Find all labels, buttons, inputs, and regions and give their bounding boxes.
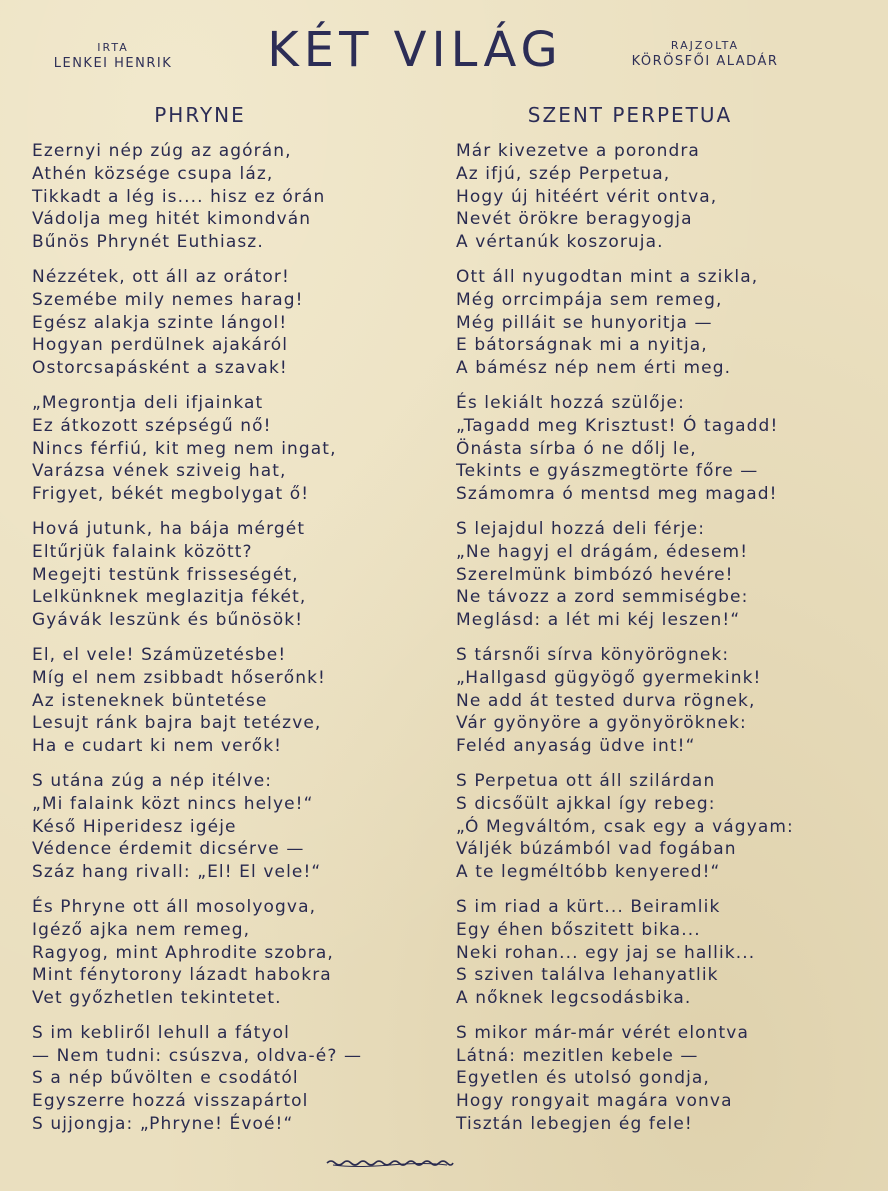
stanza [456, 644, 876, 758]
verse-line: Megejti testünk frisseségét, [32, 564, 299, 585]
verse-line: Egy éhen bőszitett bika... [456, 919, 701, 940]
stanza [32, 392, 432, 506]
verse-line: Szerelmünk bimbózó hevére! [456, 564, 734, 585]
verse-line: Még orrcimpája sem remeg, [456, 289, 723, 310]
stanza [456, 266, 876, 380]
stanza [456, 518, 876, 632]
verse-line: — Nem tudni: csúszva, oldva-é? — [32, 1045, 363, 1066]
verse-line: És lekiált hozzá szülője: [456, 392, 685, 413]
verse-line: Váljék búzámból vad fogában [456, 839, 737, 860]
verse-line: Vádolja meg hitét kimondván [32, 209, 312, 230]
verse-line: „Hallgasd gügyögő gyermekink! [456, 667, 762, 688]
verse-line: Az isteneknek büntetése [32, 690, 268, 711]
verse-line: És Phryne ott áll mosolyogva, [32, 896, 317, 917]
poem-column-left [32, 140, 432, 1148]
stanza [456, 140, 876, 254]
verse-line: Meglásd: a lét mi kéj leszen!“ [456, 610, 741, 631]
verse-line: Míg el nem zsibbadt hőserőnk! [32, 667, 326, 688]
verse-line: Bűnös Phrynét Euthiasz. [32, 232, 264, 253]
verse-line: S lejajdul hozzá deli férje: [456, 518, 706, 539]
verse-line: Eltűrjük falaink között? [32, 541, 253, 562]
verse-line: Hogy új hitéért vérit ontva, [456, 186, 718, 207]
verse-line: Nevét örökre beragyogja [456, 209, 693, 230]
verse-line: „Tagadd meg Krisztust! Ó tagadd! [456, 415, 779, 436]
verse-line: Lesujt ránk bajra bajt tetézve, [32, 713, 322, 734]
verse-line: S a nép bűvölten e csodától [32, 1068, 299, 1089]
wavy-rule-ornament-icon [325, 1155, 455, 1171]
verse-line: Védence érdemit dicsérve — [32, 839, 305, 860]
verse-line: S sziven találva lehanyatlik [456, 965, 719, 986]
illustrator-credit [600, 38, 810, 70]
verse-line: Ezernyi nép zúg az agórán, [32, 141, 292, 161]
illustrator-label: RAJZOLTA [670, 39, 740, 52]
verse-line: Ott áll nyugodtan mint a szikla, [456, 266, 759, 287]
verse-line: Látná: mezitlen kebele — [456, 1045, 699, 1066]
author-name: LENKEI HENRIK [53, 56, 173, 71]
verse-line: Száz hang rivall: „El! El vele!“ [32, 862, 322, 883]
verse-line: Ostorcsapásként a szavak! [32, 358, 288, 379]
verse-line: Feléd anyaság üdve int!“ [456, 736, 696, 757]
verse-line: Varázsa vének sziveig hat, [32, 461, 287, 482]
author-label: IRTA [97, 41, 129, 54]
verse-line: A te legméltóbb kenyered!“ [456, 862, 721, 883]
stanza [456, 392, 876, 506]
stanza [32, 518, 432, 632]
verse-line: Tisztán lebegjen ég fele! [456, 1114, 693, 1135]
verse-line: Önásta sírba ó ne dőlj le, [456, 438, 697, 459]
verse-line: Tikkadt a lég is.... hisz ez órán [32, 186, 326, 207]
verse-line: Egyszerre hozzá visszapártol [32, 1091, 309, 1112]
illustrator-name: KÖRÖSFŐI ALADÁR [631, 54, 779, 69]
verse-line: „Ne hagyj el drágám, édesem! [456, 541, 749, 562]
poem-title-perpetua: SZENT PERPETUA [527, 103, 733, 127]
stanza [32, 140, 432, 254]
verse-line: S im kebliről lehull a fátyol [32, 1022, 290, 1043]
stanza [456, 770, 876, 884]
verse-line: „Megrontja deli ifjainkat [32, 392, 264, 413]
verse-line: Még pilláit se hunyoritja — [456, 312, 713, 333]
verse-line: Vár gyönyöre a gyönyöröknek: [456, 713, 747, 734]
verse-line: S társnői sírva könyörögnek: [456, 644, 730, 665]
verse-line: S utána zúg a nép itélve: [32, 770, 273, 791]
verse-line: Hová jutunk, ha bája mérgét [32, 518, 306, 539]
stanza [32, 896, 432, 1010]
stanza [32, 266, 432, 380]
verse-line: Ha e cudart ki nem verők! [32, 736, 283, 757]
verse-line: Már kivezetve a porondra [456, 141, 700, 161]
verse-line: Késő Hiperidesz igéje [32, 816, 237, 837]
verse-line: Igéző ajka nem remeg, [32, 919, 251, 940]
verse-line: S im riad a kürt... Beiramlik [456, 896, 721, 917]
verse-line: Ne távozz a zord semmiségbe: [456, 587, 749, 608]
verse-line: Mint fénytorony lázadt habokra [32, 965, 332, 986]
verse-line: A nőknek legcsodásbika. [456, 988, 692, 1009]
main-title: KÉT VILÁG [267, 22, 563, 78]
verse-line: Ne add át tested durva rögnek, [456, 690, 756, 711]
stanza [32, 770, 432, 884]
verse-line: Neki rohan... egy jaj se hallik... [456, 942, 756, 963]
verse-line: El, el vele! Számüzetésbe! [32, 644, 287, 665]
verse-line: Nincs férfiú, kit meg nem ingat, [32, 438, 337, 459]
verse-line: S mikor már-már vérét elontva [456, 1022, 749, 1043]
verse-line: Szemébe mily nemes harag! [32, 289, 304, 310]
stanza [456, 896, 876, 1010]
verse-line: Hogyan perdülnek ajakáról [32, 335, 289, 356]
verse-line: Hogy rongyait magára vonva [456, 1091, 733, 1112]
verse-line: S Perpetua ott áll szilárdan [456, 770, 716, 791]
verse-line: S ujjongja: „Phryne! Évoé!“ [32, 1114, 294, 1135]
verse-line: Ez átkozott szépségű nő! [32, 415, 272, 436]
stanza [456, 1022, 876, 1136]
verse-line: A vértanúk koszoruja. [456, 232, 664, 253]
verse-line: S dicsőült ajkkal így rebeg: [456, 793, 716, 814]
verse-line: Egyetlen és utolsó gondja, [456, 1068, 710, 1089]
verse-line: Gyávák leszünk és bűnösök! [32, 610, 304, 631]
verse-line: Számomra ó mentsd meg magad! [456, 484, 778, 505]
stanza [32, 1022, 432, 1136]
verse-line: Vet győzhetlen tekintetet. [32, 988, 282, 1009]
verse-line: Egész alakja szinte lángol! [32, 312, 288, 333]
verse-line: Tekints e gyászmegtörte főre — [456, 461, 759, 482]
stanza [32, 644, 432, 758]
verse-line: Nézzétek, ott áll az orátor! [32, 266, 290, 287]
poem-title-phryne: PHRYNE [154, 103, 246, 127]
verse-line: A bámész nép nem érti meg. [456, 358, 732, 379]
verse-line: E bátorságnak mi a nyitja, [456, 335, 708, 356]
verse-line: Ragyog, mint Aphrodite szobra, [32, 942, 334, 963]
verse-line: Lelkünknek meglazitja fékét, [32, 587, 307, 608]
verse-line: „Mi falaink közt nincs helye!“ [32, 793, 314, 814]
verse-line: „Ó Megváltóm, csak egy a vágyam: [456, 816, 794, 837]
poem-column-right [456, 140, 876, 1148]
verse-line: Frigyet, békét megbolygat ő! [32, 484, 310, 505]
verse-line: Athén községe csupa láz, [32, 163, 274, 184]
verse-line: Az ifjú, szép Perpetua, [456, 163, 671, 184]
author-credit [28, 40, 198, 72]
